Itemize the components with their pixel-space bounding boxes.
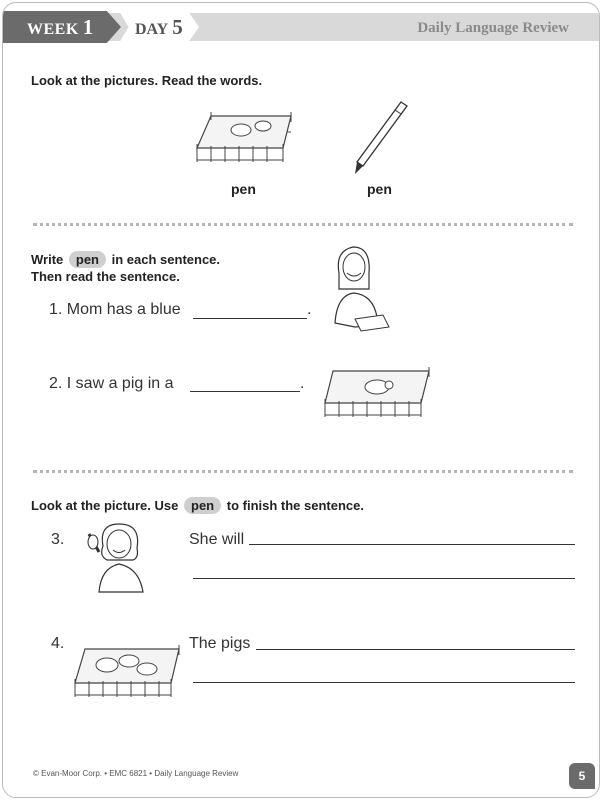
item3-blank-2[interactable] [193, 578, 575, 579]
item2-blank[interactable] [190, 391, 300, 392]
item2-text: 2. I saw a pig in a [49, 375, 174, 392]
day-number: 5 [172, 15, 183, 39]
item1-period: . [307, 301, 312, 318]
item1-text: 1. Mom has a blue [49, 301, 181, 318]
section2-instruction: Write pen in each sentence. [31, 252, 221, 267]
pig-pen-icon [321, 363, 433, 418]
word-right: pen [367, 181, 392, 197]
item3-number: 3. [51, 531, 65, 548]
item4-number: 4. [51, 635, 65, 652]
week-label: WEEK 1 [27, 15, 94, 39]
item4-text: The pigs [189, 635, 251, 652]
animal-pen-icon [191, 108, 301, 163]
header [3, 3, 599, 43]
highlight-pen: pen [184, 497, 221, 514]
day-label: DAY 5 [135, 15, 183, 39]
section1-instruction: Look at the pictures. Read the words. [31, 73, 263, 88]
item3-text: She will [189, 531, 245, 548]
section3-instruction: Look at the picture. Use pen to finish the sentence. [31, 498, 364, 513]
divider-2 [33, 470, 573, 473]
word-left: pen [231, 181, 256, 197]
worksheet-page [2, 2, 600, 798]
writing-pen-icon [351, 98, 411, 178]
item4-blank-1[interactable] [256, 649, 575, 650]
item1-blank[interactable] [193, 318, 307, 319]
footer-credit: © Evan-Moor Corp. • EMC 6821 • Daily Language Review [33, 769, 239, 778]
item3-blank-1[interactable] [249, 544, 575, 545]
highlight-pen: pen [69, 251, 106, 268]
divider-1 [33, 223, 573, 226]
item4-blank-2[interactable] [193, 682, 575, 683]
page-number: 5 [569, 763, 595, 789]
woman-writing-icon [325, 243, 395, 333]
week-number: 1 [82, 15, 94, 39]
pigs-pen-icon [71, 641, 183, 699]
item2-period: . [300, 375, 305, 392]
section2-instruction-line2: Then read the sentence. [31, 269, 180, 284]
girl-with-pen-icon [79, 518, 157, 593]
header-title: Daily Language Review [417, 20, 569, 36]
